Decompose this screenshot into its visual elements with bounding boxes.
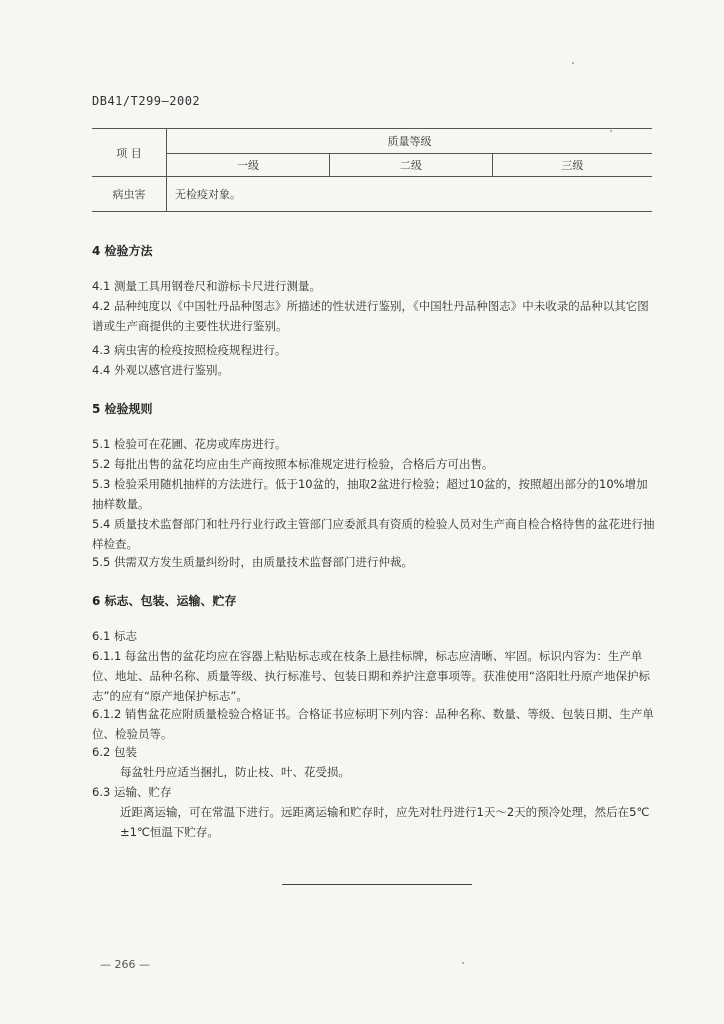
- para-5-4: 5.4 质量技术监督部门和牡丹行业行政主管部门应委派具有资质的检验人员对生产商自检合格待售的盆花进行抽样检查。: [92, 517, 655, 551]
- para-6-1-2: 6.1.2 销售盆花应附质量检验合格证书。合格证书应标明下列内容：品种名称、数量、等级、包装日期、生产单位、检验员等。: [92, 707, 654, 741]
- para-4-2: 4.2 品种纯度以《中国牡丹品种图志》所描述的性状进行鉴别，《中国牡丹品种图志》中未收录的品种以其它图谱或生产商提供的主要性状进行鉴别。: [92, 299, 649, 333]
- para-5-1: 5.1 检验可在花圃、花房或库房进行。: [92, 437, 287, 451]
- grade-3-cell: 三级: [492, 154, 652, 177]
- page-number: — 266 —: [100, 958, 150, 971]
- heading-6-3: 6.3 运输、贮存: [92, 785, 172, 799]
- end-rule: [282, 884, 472, 885]
- document-code: DB41/T299—2002: [92, 94, 201, 108]
- para-5-5: 5.5 供需双方发生质量纠纷时，由质量技术监督部门进行仲裁。: [92, 555, 413, 569]
- para-6-1-1: 6.1.1 每盆出售的盆花均应在容器上粘贴标志或在枝条上悬挂标牌，标志应清晰、牢固。标识内容为：生产单位、地址、品种名称、质量等级、执行标准号、包装日期和养护注意事项等。获准使用“洛阳牡丹原产地保护标志”的应有“原产地保护标志”。: [92, 649, 650, 703]
- grade-header-cell: 质量等级: [167, 129, 653, 154]
- section-5-title: 5 检验规则: [92, 402, 153, 416]
- para-4-1: 4.1 测量工具用钢卷尺和游标卡尺进行测量。: [92, 279, 321, 293]
- grade-2-cell: 二级: [329, 154, 492, 177]
- para-5-2: 5.2 每批出售的盆花均应由生产商按照本标准规定进行检验，合格后方可出售。: [92, 457, 494, 471]
- heading-6-1: 6.1 标志: [92, 629, 137, 643]
- para-4-3: 4.3 病虫害的检疫按照检疫规程进行。: [92, 343, 287, 357]
- para-4-4: 4.4 外观以感官进行鉴别。: [92, 363, 229, 377]
- para-6-2: 每盆牡丹应适当捆扎，防止枝、叶、花受损。: [120, 765, 350, 779]
- item-header-cell: 项 目: [92, 129, 167, 177]
- pest-label-cell: 病虫害: [92, 177, 167, 212]
- heading-6-2: 6.2 包装: [92, 745, 137, 759]
- para-6-3: 近距离运输，可在常温下进行。远距离运输和贮存时，应先对牡丹进行1天～2天的预冷处理，然后在5℃±1℃恒温下贮存。: [120, 805, 650, 839]
- para-5-3: 5.3 检验采用随机抽样的方法进行。低于10盆的，抽取2盆进行检验；超过10盆的，按照超出部分的10%增加抽样数量。: [92, 477, 648, 511]
- scan-speck: [572, 62, 574, 64]
- grade-1-cell: 一级: [167, 154, 330, 177]
- section-4-title: 4 检验方法: [92, 244, 153, 258]
- scan-speck: [462, 962, 464, 964]
- section-6-title: 6 标志、包装、运输、贮存: [92, 594, 237, 608]
- quality-grade-table: [92, 128, 652, 212]
- pest-text-cell: 无检疫对象。: [167, 177, 653, 212]
- scan-speck: [610, 130, 612, 132]
